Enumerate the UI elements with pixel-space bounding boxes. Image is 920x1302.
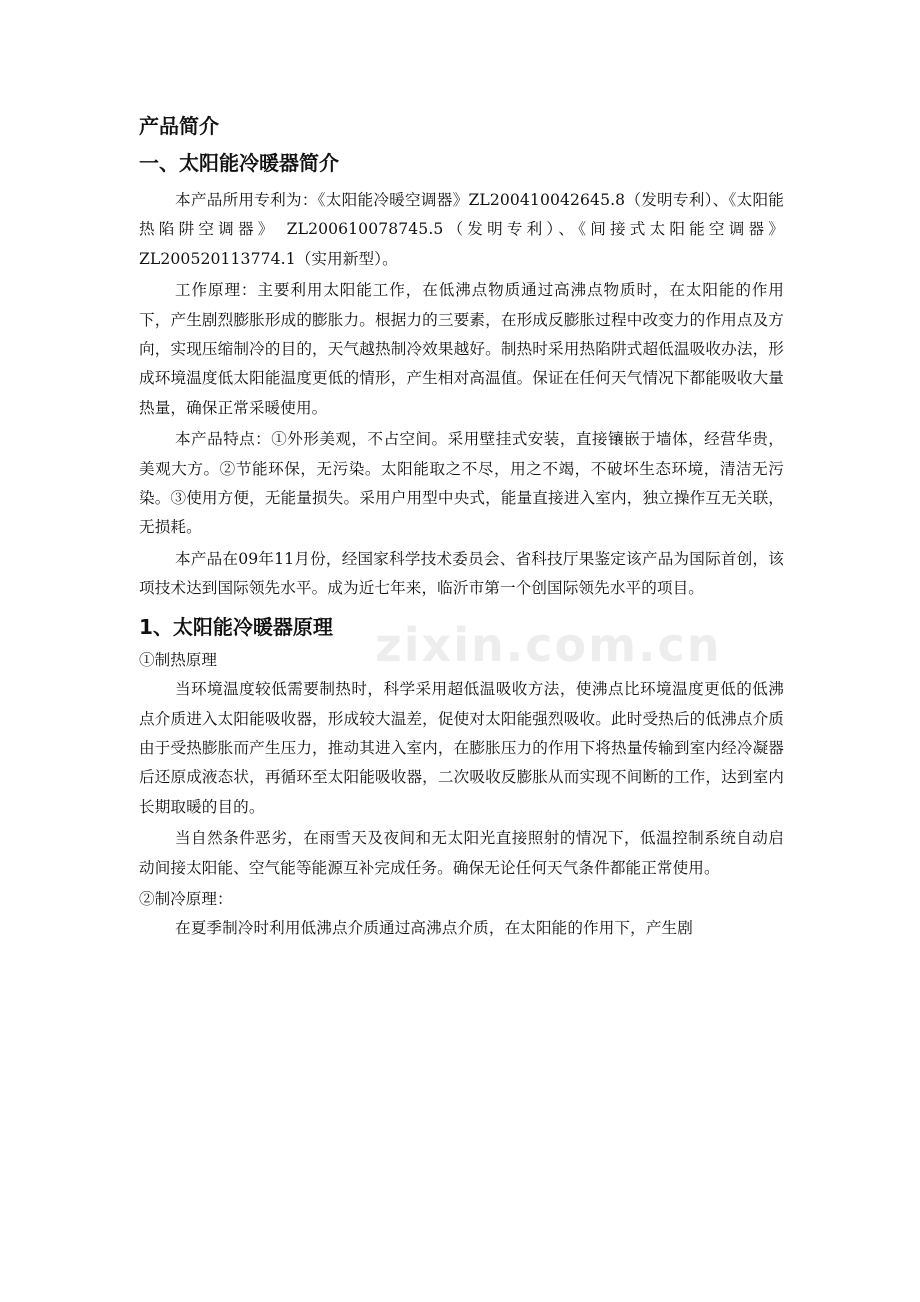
backup-energy-paragraph: 当自然条件恶劣，在雨雪天及夜间和无太阳光直接照射的情况下，低温控制系统自动启动间接太阳能、空气能等能源互补完成任务。确保无论任何天气条件都能正常使用。 — [139, 829, 784, 877]
document-title: 产品简介 — [139, 114, 219, 138]
appraisal-paragraph: 本产品在09年11月份，经国家科学技术委员会、省科技厅果鉴定该产品为国际首创，该项技术达到国际领先水平。成为近七年来，临沂市第一个创国际领先水平的项目。 — [139, 549, 784, 598]
cooling-principle-label: ②制冷原理： — [139, 889, 233, 908]
patent-paragraph: 本产品所用专利为：《太阳能冷暖空调器》ZL200410042645.8（发明专利）、《太阳能热陷阱空调器》 ZL200610078745.5（发明专利）、《间接式太阳能空调器》 ZL200520113774.1（实用新型）。 — [139, 191, 784, 268]
heating-principle-label: ①制热原理 — [139, 650, 217, 669]
watermark-text: zixin.com.cn — [375, 618, 722, 672]
section-heading: 一、太阳能冷暖器简介 — [139, 151, 339, 175]
document-body — [139, 108, 784, 946]
working-principle-paragraph: 工作原理：主要利用太阳能工作，在低沸点物质通过高沸点物质时，在太阳能的作用下，产生剧烈膨胀形成的膨胀力。根据力的三要素，在形成反膨胀过程中改变力的作用点及方向，实现压缩制冷的目的，天气越热制冷效果越好。制热时采用热陷阱式超低温吸收办法，形成环境温度低太阳能温度更低的情形，产生相对高温值。保证在任何天气情况下都能吸收大量热量，确保正常采暖使用。 — [139, 281, 784, 417]
heating-paragraph: 当环境温度较低需要制热时，科学采用超低温吸收方法，使沸点比环境温度更低的低沸点介质进入太阳能吸收器，形成较大温差，促使对太阳能强烈吸收。此时受热后的低沸点介质由于受热膨胀而产生压力，推动其进入室内，在膨胀压力的作用下将热量传输到室内经冷凝器后还原成液态状，再循环至太阳能吸收器，二次吸收反膨胀从而实现不间断的工作，达到室内长期取暖的目的。 — [139, 680, 784, 816]
cooling-paragraph: 在夏季制冷时利用低沸点介质通过高沸点介质，在太阳能的作用下，产生剧 — [175, 919, 693, 938]
features-paragraph: 本产品特点：①外形美观，不占空间。采用壁挂式安装，直接镶嵌于墙体，经营华贵，美观大方。②节能环保，无污染。太阳能取之不尽，用之不竭，不破坏生态环境，清洁无污染。③使用方便，无能量损失。采用户用型中央式，能量直接进入室内，独立操作互无关联，无损耗。 — [139, 430, 784, 537]
principle-heading: 1、太阳能冷暖器原理 — [139, 614, 333, 639]
